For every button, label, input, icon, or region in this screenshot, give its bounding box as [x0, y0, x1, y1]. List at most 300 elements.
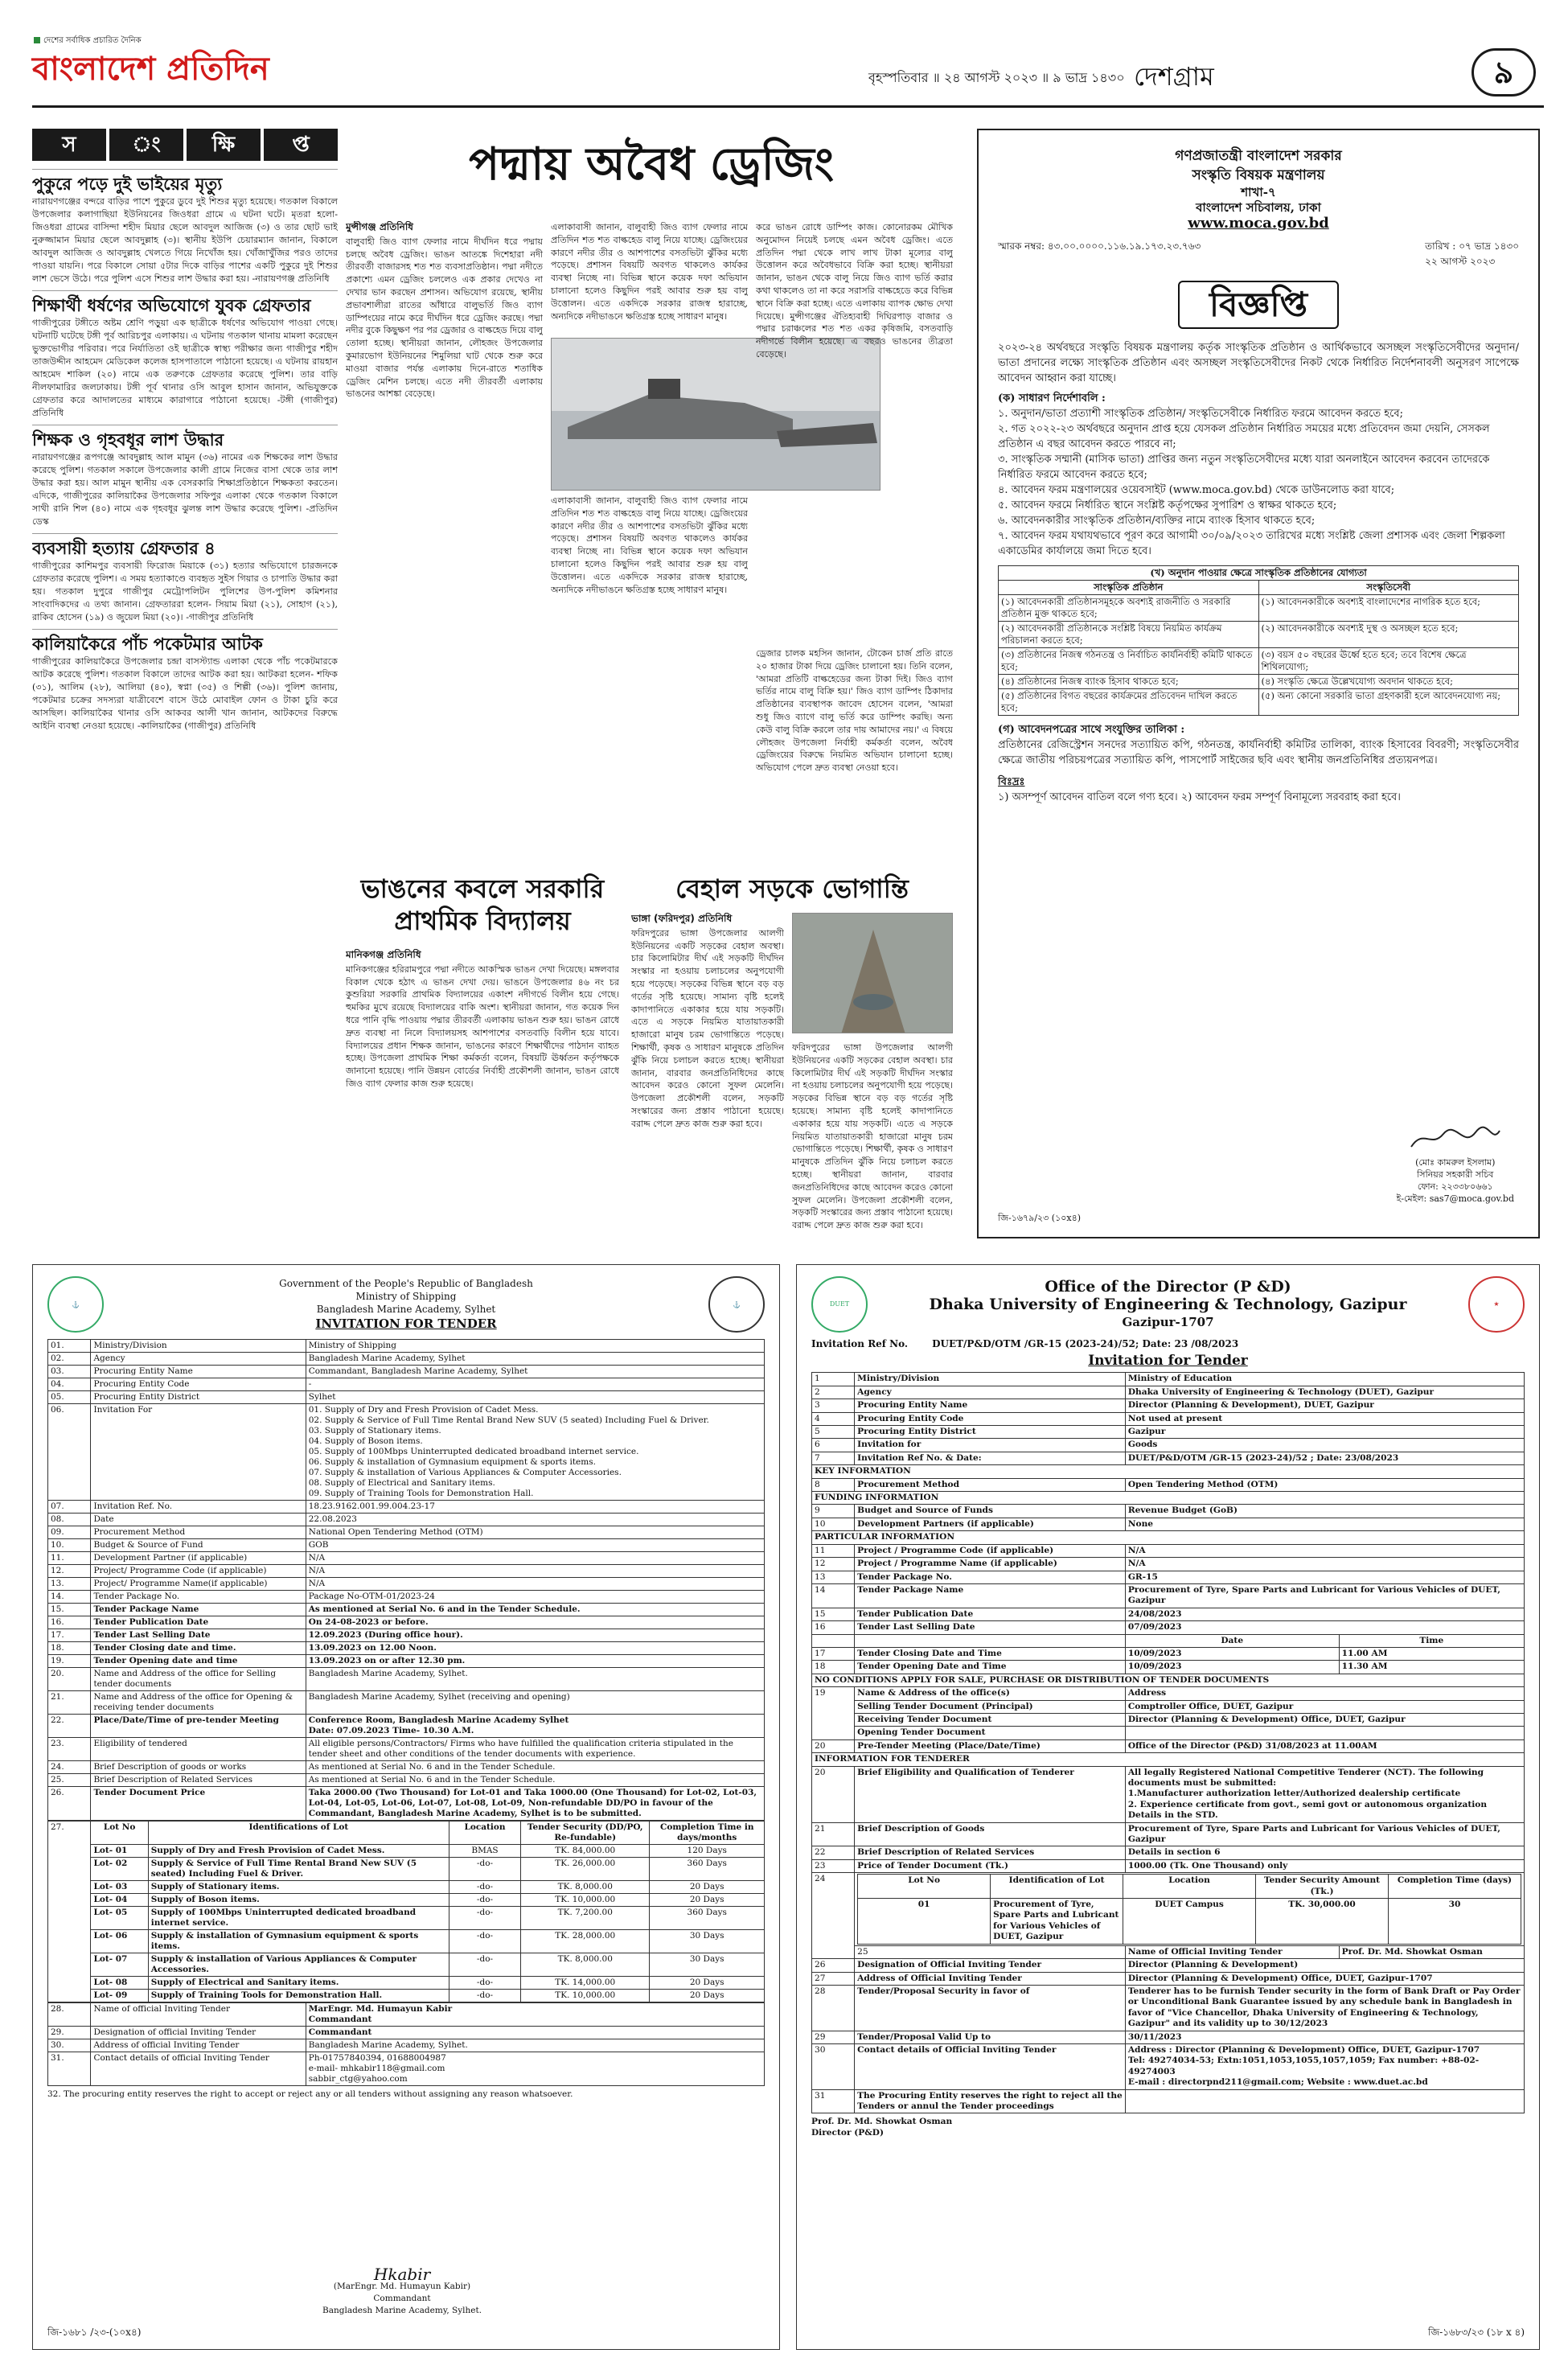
lead-col-2-bottom	[551, 495, 748, 856]
lot-row	[48, 1894, 765, 1907]
table-cell: 27	[812, 1972, 855, 1985]
table-cell: Ministry of Education	[1125, 1373, 1524, 1386]
lot-row	[48, 1881, 765, 1894]
table-cell: Brief Description of Related Services	[91, 1774, 306, 1787]
section-heading: FUNDING INFORMATION	[812, 1492, 1525, 1505]
tender2-h1: Office of the Director (P &D)	[1045, 1278, 1291, 1296]
table-cell: Invitation for	[855, 1439, 1126, 1452]
table-cell: 10	[812, 1518, 855, 1530]
gov-website-link[interactable]: www.moca.gov.bd	[1188, 215, 1329, 232]
table-cell: Supply of Electrical and Sanitary items.	[148, 1977, 449, 1990]
story3-body-2: ফরিদপুরের ভাঙ্গা উপজেলার আলগী ইউনিয়নের একটি সড়কের বেহাল অবস্থা। চার কিলোমিটার দীর্ঘ এই সড়কটি দীর্ঘদিন সংস্কার না হওয়ায় চলাচলের অনুপযোগী হয়ে পড়েছে। সড়কের বিভিন্ন স্থানে বড় বড় গর্তের সৃষ্টি হয়েছে। সামান্য বৃষ্টি হলেই কাদাপানিতে একাকার হয়ে যায় সড়কটি। এতে এ সড়কে নিয়মিত যাতায়াতকারী হাজারো মানুষ চরম ভোগান্তিতে পড়েছে। শিক্ষার্থী, কৃষক ও সাধারণ মানুষকে প্রতিদিন ঝুঁকি নিয়ে চলাচল করতে হচ্ছে। স্থানীয়রা জানান, বারবার জনপ্রতিনিধিদের কাছে আবেদন করেও কোনো সুফল মেলেনি। উপজেলা প্রকৌশলী বলেন, সড়কটি সংস্কারের জন্য প্রস্তাব পাঠানো হয়েছে। বরাদ্দ পেলে দ্রুত কাজ শুরু করা হবে।	[792, 1042, 953, 1231]
table-cell: Package No-OTM-01/2023-24	[306, 1591, 764, 1604]
brief-item	[32, 425, 338, 528]
table-row	[48, 1715, 765, 1738]
table-row	[48, 1691, 765, 1715]
table-cell: GR-15	[1125, 1571, 1524, 1583]
brief-label-char: স	[32, 129, 106, 161]
table-cell: Name of Official Inviting Tender	[1125, 1945, 1339, 1958]
table-cell: Lot- 08	[91, 1977, 148, 1990]
table-cell: Sylhet	[306, 1391, 764, 1404]
table-row	[48, 1774, 765, 1787]
story2-body: মানিকগঞ্জ প্রতিনিধি মানিকগঞ্জের হরিরামপুরে পদ্মা নদীতে আকস্মিক ভাঙন দেখা দিয়েছে। মঙ্গলবার বিকাল থেকে হঠাৎ এ ভাঙন দেখা দেয়। ভাঙনে উপজেলার ৪৬ নং চর কুশুরিয়া সরকারি প্রাথমিক বিদ্যালয়ের একাংশ নদীগর্ভে বিলীন হয়ে গেছে। হুমকির মুখে রয়েছে বিদ্যালয়ের বাকি অংশ। স্থানীয়রা জানান, গত কয়েক দিন ধরে পানি বৃদ্ধি পাওয়ায় পদ্মার তীরবর্তী এলাকায় ভাঙন শুরু হয়। ভাঙন রোধে দ্রুত ব্যবস্থা না নিলে বিদ্যালয়সহ আশপাশের বসতবাড়ি বিলীন হয়ে যাবে। বিদ্যালয়ের প্রধান শিক্ষক জানান, ভাঙনের কারণে শিক্ষার্থীদের পাঠদান ব্যাহত হচ্ছে। উপজেলা প্রাথমিক শিক্ষা কর্মকর্তা বলেন, বিষয়টি ঊর্ধ্বতন কর্তৃপক্ষকে জানানো হয়েছে। পানি উন্নয়ন বোর্ডের নির্বাহী প্রকৌশলী জানান, ভাঙন রোধে জিও ব্যাগ ফেলার কাজ শুরু হয়েছে।	[346, 949, 619, 1089]
table-cell: 19	[812, 1687, 855, 1740]
table-cell: Supply of Dry and Fresh Provision of Cadet Mess.	[148, 1845, 449, 1858]
lot-header-row	[48, 1822, 765, 1845]
gov-ad-code: জি-১৬৭৯/২৩ (১০x৪)	[998, 1213, 1082, 1223]
lead-body-2: এলাকাবাসী জানান, বালুবাহী জিও ব্যাগ ফেলার নামে প্রতিদিন শত শত বাল্কহেড বালু নিয়ে যাচ্ছে। ড্রেজিংয়ের কারণে নদীর তীর ও আশপাশের বসতভিটা ঝুঁকির মধ্যে পড়েছে। প্রশাসন বিষয়টি অবগত থাকলেও কার্যকর ব্যবস্থা নিচ্ছে না। বিভিন্ন স্থানে কয়েক দফা অভিযান চালানো হলেও কিছুদিন পরই আবার শুরু হয় বালু উত্তোলন। এতে একদিকে সরকার রাজস্ব হারাচ্ছে, অন্যদিকে নদীভাঙনে ক্ষতিগ্রস্ত হচ্ছে সাধারণ মানুষ।	[551, 222, 748, 322]
table-row	[48, 1738, 765, 1761]
table-cell: 20 Days	[650, 1894, 765, 1907]
table-row	[48, 1391, 765, 1404]
table-cell: 20 Days	[650, 1990, 765, 2002]
tender1-clause-32: 32. The procuring entity reserves the right to accept or reject any or all tenders without assigning any reason whatsoever.	[47, 2089, 573, 2099]
section-row	[812, 1531, 1525, 1544]
table-cell: Goods	[1125, 1439, 1524, 1452]
notice-sec-k: (ক) সাধারণ নির্দেশাবলি :	[998, 392, 1106, 405]
gov-date: তারিখ : ০৭ ভাদ্র ১৪৩০ ২২ আগস্ট ২০২৩	[1425, 240, 1519, 267]
table-cell: -do-	[449, 1881, 520, 1894]
section-heading: KEY INFORMATION	[812, 1465, 1525, 1478]
table-row	[48, 1578, 765, 1591]
lead-col-1	[346, 221, 543, 856]
notice-point: ৫. আবেদন ফরমে নির্ধারিত স্থানে সংশ্লিষ্ট কর্তৃপক্ষের সুপারিশ ও স্বাক্ষর থাকতে হবে;	[998, 499, 1337, 511]
table-cell: TK. 8,000.00	[521, 1953, 650, 1977]
table-cell: Agency	[855, 1386, 1126, 1399]
table-cell: 08.	[48, 1514, 91, 1526]
table-cell: Supply of Stationary items.	[148, 1881, 449, 1894]
table-cell: Supply & installation of Various Appliances & Computer Accessories.	[148, 1953, 449, 1977]
notice-point: ১. অনুদান/ভাতা প্রত্যাশী সাংস্কৃতিক প্রতিষ্ঠান/ সংস্কৃতিসেবীকে নির্ধারিত ফরমে আবেদন করতে হবে;	[998, 408, 1403, 420]
table-cell: Tender Package Name	[855, 1583, 1126, 1608]
table-cell: TK. 7,200.00	[521, 1907, 650, 1930]
table-cell: Ministry/Division	[855, 1373, 1126, 1386]
table-cell: 01.	[48, 1340, 91, 1353]
table-cell: 02.	[48, 1353, 91, 1366]
table-cell: -do-	[449, 1894, 520, 1907]
table-cell: TK. 28,000.00	[521, 1930, 650, 1953]
eligibility-table-title: (খ) অনুদান পাওয়ার ক্ষেত্রে সাংস্কৃতিক প্রতিষ্ঠানের যোগ্যতা	[999, 566, 1519, 581]
gov-ref-row	[998, 239, 1519, 269]
table-row	[48, 1501, 765, 1514]
table-cell: 7	[812, 1452, 855, 1464]
table-cell: Designation of official Inviting Tender	[91, 2027, 306, 2039]
table-cell: 11.	[48, 1552, 91, 1565]
table-row	[812, 1739, 1525, 1752]
table-cell: 29	[812, 2031, 855, 2043]
lot-row	[48, 1953, 765, 1977]
brief-item	[32, 169, 338, 285]
newspaper-logo[interactable]: দেশের সর্বাধিক প্রচারিত দৈনিক বাংলাদেশ প্রতিদিন	[32, 36, 269, 88]
table-cell: 22.	[48, 1715, 91, 1738]
table-cell: Name & Address of the office(s)	[855, 1687, 1126, 1700]
table-row	[812, 1822, 1525, 1846]
gov-line-3: শাখা-৭	[1241, 185, 1276, 199]
table-row	[48, 1668, 765, 1691]
table-cell: N/A	[1125, 1558, 1524, 1571]
table-cell: Procurement of Tyre, Spare Parts and Lubricant for Various Vehicles of DUET, Gazipur	[991, 1899, 1123, 1945]
section-row	[812, 1492, 1525, 1505]
lot-col-header: Tender Security (DD/PO, Re-fundable)	[521, 1822, 650, 1845]
lot-col-header: Location	[449, 1822, 520, 1845]
table-row	[48, 1539, 765, 1552]
brief-body: গাজীপুরের কাশিমপুর ব্যবসায়ী ফিরোজ মিয়াকে (৩১) হত্যার অভিযোগে চারজনকে গ্রেফতার করেছে পুলিশ। এ সময় হত্যাকাণ্ডে ব্যবহৃত সুইস গিয়ার ও চাপাতি উদ্ধার করা হয়। গতকাল দুপুরে গাজীপুর মেট্রোপলিটন পুলিশের উপ-পুলিশ কমিশনার সাংবাদিকদের এ তথ্য জানান। গ্রেফতাররা হলেন- সিয়াম মিয়া (২১), সোহাগ (২১), রাকিব হোসেন (১৯) ও জুয়েল মিয়া (২০)। -গাজীপুর প্রতিনিধি	[32, 561, 338, 622]
table-cell: 01. Supply of Dry and Fresh Provision of Cadet Mess. 02. Supply & Service of Full Time Rental Brand New SUV (5 seated) Including Fuel & Driver. 03. Supply of Stationary items. 04. Supply of Boson items. 05. Supply of 100Mbps Uninterrupted dedicated broadband internet service. 06. Supply & installation of Gymnasium equipment & sports items. 07. Supply & installation of Various Appliances & Computer Accessories. 08. Supply of Electrical and Sanitary items. 09. Supply of Training Tools for Demonstration Hall.	[306, 1404, 764, 1501]
lot-row	[48, 1990, 765, 2002]
table-cell: 30 Days	[650, 1953, 765, 1977]
lot-row	[48, 1907, 765, 1930]
table-cell: Details in section 6	[1125, 1846, 1524, 1859]
table-cell: 30	[812, 2043, 855, 2089]
table-cell: 3	[812, 1399, 855, 1412]
tender2-sign-name: Prof. Dr. Md. Showkat Osman	[811, 2117, 953, 2127]
lead-col-2-top	[551, 221, 748, 334]
tender1-h1: Government of the People's Republic of Bangladesh	[279, 1278, 533, 1289]
table-row	[812, 1661, 1525, 1674]
table-cell: TK. 14,000.00	[521, 1977, 650, 1990]
gov-ref-no: স্মারক নম্বর: ৪৩.০০.০০০০.১১৬.১৯.১৭৩.২৩.৭৬৩	[998, 240, 1201, 252]
table-cell: 10/09/2023	[1125, 1647, 1339, 1660]
table-row	[48, 2052, 765, 2086]
table-row	[812, 1452, 1525, 1464]
notice-attachments: প্রতিষ্ঠানের রেজিস্ট্রেশন সনদের সত্যায়িত কপি, গঠনতন্ত্র, কার্যনির্বাহী কমিটির তালিকা, ব্যাংক হিসাবের বিবরণী; সংস্কৃতিসেবীর ক্ষেত্রে জাতীয় পরিচয়পত্রের সত্যায়িত কপি, পাসপোর্ট সাইজের ছবি এবং স্থানীয় জনপ্রতিনিধির প্রত্যয়নপত্র।	[998, 739, 1519, 766]
tender2-sign-title: Director (P&D)	[811, 2127, 884, 2138]
table-cell: Not used at present	[1125, 1412, 1524, 1425]
brief-item	[32, 629, 338, 733]
tender1-table	[47, 1339, 765, 1821]
table-row	[812, 1399, 1525, 1412]
gov-sign-title: সিনিয়র সহকারী সচিব	[1417, 1169, 1494, 1180]
table-cell: Lot- 09	[91, 1990, 148, 2002]
road-photo	[792, 913, 953, 1033]
table-row	[812, 1945, 1525, 1958]
table-cell: None	[1125, 1518, 1524, 1530]
table-cell: Conference Room, Bangladesh Marine Academy Sylhet Date: 07.09.2023 Time- 10.30 A.M.	[306, 1715, 764, 1738]
table-cell: 09.	[48, 1526, 91, 1539]
table-row: (৩) প্রতিষ্ঠানের নিজস্ব গঠনতন্ত্র ও নির্বাচিত কার্যনির্বাহী কমিটি থাকতে হবে; (৩) বয়স ৫০ বছরের ঊর্ধ্বে হতে হবে; তবে বিশেষ ক্ষেত্রে শিথিলযোগ্য;	[999, 648, 1519, 675]
tender2-table	[811, 1372, 1525, 2113]
table-cell: Director (Planning & Development)	[1125, 1959, 1524, 1972]
table-cell: BMAS	[449, 1845, 520, 1858]
story2-headline[interactable]: ভাঙনের কবলে সরকারি প্রাথমিক বিদ্যালয়	[360, 873, 605, 936]
table-cell: TK. 84,000.00	[521, 1845, 650, 1858]
tender1-table-2	[47, 2002, 765, 2086]
table-cell: Development Partners (if applicable)	[855, 1518, 1126, 1530]
table-cell: 120 Days	[650, 1845, 765, 1858]
table-cell: Lot- 07	[91, 1953, 148, 1977]
table-cell: -	[306, 1378, 764, 1391]
table-row	[48, 2003, 765, 2027]
table-cell: 11.30 AM	[1339, 1661, 1524, 1674]
table-row	[812, 2089, 1525, 2113]
table-cell: Lot- 03	[91, 1881, 148, 1894]
tender1-signature	[322, 2265, 482, 2317]
table-cell: Price of Tender Document (Tk.)	[855, 1859, 1126, 1872]
table-row	[812, 1713, 1525, 1726]
table-cell: Lot- 02	[91, 1858, 148, 1881]
table-cell: 31	[812, 2089, 855, 2113]
table-cell: Bangladesh Marine Academy, Sylhet	[306, 1353, 764, 1366]
brief-headline[interactable]: শিক্ষার্থী ধর্ষণের অভিযোগে যুবক গ্রেফতার	[32, 290, 338, 317]
notice-note-head: বিঃদ্রঃ	[998, 776, 1025, 788]
table-cell: 25.	[48, 1774, 91, 1787]
table-cell: Revenue Budget (GoB)	[1125, 1505, 1524, 1518]
table-cell: Brief Eligibility and Qualification of Tenderer	[855, 1766, 1126, 1822]
table-cell: 13.	[48, 1578, 91, 1591]
table-cell: 23	[812, 1859, 855, 1872]
table-cell: All eligible persons/Contractors/ Firms who have fulfilled the qualification criteria stipulated in the tender sheet and other conditions of the tender documents with experience.	[306, 1738, 764, 1761]
table-cell: 30.	[48, 2039, 91, 2052]
table-row	[812, 1687, 1525, 1700]
gov-line-2: সংস্কৃতি বিষয়ক মন্ত্রণালয়	[1192, 167, 1325, 183]
table-row	[812, 1373, 1525, 1386]
table-cell: Procurement of Tyre, Spare Parts and Lubricant for Various Vehicles of DUET, Gazipur	[1125, 1583, 1524, 1608]
table-cell: 4	[812, 1412, 855, 1425]
table-row	[48, 1787, 765, 1821]
notice-point: ৪. আবেদন ফরম মন্ত্রণালয়ের ওয়েবসাইট (www.moca.gov.bd) থেকে ডাউনলোড করা যাবে;	[998, 484, 1395, 496]
table-row: (৫) প্রতিষ্ঠানের বিগত বছরের কার্যক্রমের প্রতিবেদন দাখিল করতে হবে; (৫) অন্য কোনো সরকারি ভাতা গ্রহণকারী হলে আবেদনযোগ্য নয়;	[999, 689, 1519, 716]
notice-point: ২. গত ২০২২-২৩ অর্থবছরে অনুদান প্রাপ্ত হয়ে যেসকল প্রতিষ্ঠান নির্ধারিত সময়ের মধ্যে প্রতিবেদন জমা দেয়নি, সেসকল প্রতিষ্ঠান এ বছর আবেদন করতে পারবে না;	[998, 423, 1490, 450]
table-row	[812, 1873, 1525, 1945]
table-cell: 30 Days	[650, 1930, 765, 1953]
gov-sign-email[interactable]: ই-মেইল: sas7@moca.gov.bd	[1396, 1193, 1514, 1204]
table-cell: All legally Registered National Competitive Tenderer (NCT). The following documents must be submitted: 1.Manufacturer authorization letter/Authorized dealership certificate 2. Experience certificate from govt., semi govt or autonomous organization Details in the STD.	[1125, 1766, 1524, 1822]
table-cell: 9	[812, 1505, 855, 1518]
table-cell	[1125, 2089, 1524, 2113]
table-cell: Tender Package Name	[91, 1604, 306, 1616]
tender2-title: Invitation for Tender	[1088, 1353, 1248, 1370]
lead-body-3: করে ভাঙন রোধে ডাম্পিং কাজ। কোনোরকম মৌখিক অনুমোদন নিয়েই চলছে এমন অবৈধ ড্রেজিং। এতে প্রতিদিন পদ্মা থেকে লাখ লাখ টাকা মূল্যের বালু উত্তোলন করে অবৈধভাবে বিক্রি করা হচ্ছে। স্থানীয়রা জানান, ভাঙন থেকে বালু নিয়ে জিও ব্যাগ ভর্তি করার কথা থাকলেও তা না করে সরাসরি বাল্কহেডে করে বিভিন্ন স্থানে বিক্রি করা হচ্ছে। এতে এলাকায় ব্যাপক ক্ষোভ দেখা দিয়েছে। মুন্সীগঞ্জের ঐতিহ্যবাহী দিঘিরপাড় বাজার ও পদ্মার চরাঞ্চলের শত শত একর কৃষিজমি, বসতবাড়ি নদীগর্ভে বিলীন হয়েছে। এ বছরও ভাঙনের তীব্রতা বেড়েছে।	[756, 222, 953, 359]
table-cell: 13.09.2023 on 12.00 Noon.	[306, 1642, 764, 1655]
story2-byline: মানিকগঞ্জ প্রতিনিধি	[346, 949, 421, 960]
tender1-header	[47, 1276, 765, 1333]
table-cell: 20	[812, 1766, 855, 1822]
gov-sign-phone: ফোন: ২২৩৩৮০৬৬১	[1417, 1181, 1493, 1192]
table-cell: Procuring Entity District	[855, 1426, 1126, 1439]
table-cell: Supply of Training Tools for Demonstration Hall.	[148, 1990, 449, 2002]
table-row	[48, 1526, 765, 1539]
lot-col-header: Tender Security Amount (Tk.)	[1256, 1875, 1389, 1899]
table-cell: 06.	[48, 1404, 91, 1501]
table-row	[812, 1558, 1525, 1571]
table-cell: Place/Date/Time of pre-tender Meeting	[91, 1715, 306, 1738]
table-cell: 26.	[48, 1787, 91, 1821]
section-heading: PARTICULAR INFORMATION	[812, 1531, 1525, 1544]
table-cell: 14.	[48, 1591, 91, 1604]
table-row	[812, 1846, 1525, 1859]
table-cell: 16.	[48, 1616, 91, 1629]
lead-headline[interactable]: পদ্মায় অবৈধ ড্রেজিং	[469, 138, 834, 191]
table-row	[812, 1959, 1525, 1972]
col-header: Date	[1125, 1634, 1339, 1647]
table-cell: TK. 10,000.00	[521, 1894, 650, 1907]
lead-body-4: ড্রেজার চালক মহসিন জানান, টোকেন চার্জ প্রতি রাতে ২০ হাজার টাকা দিয়ে ড্রেজিং চালানো হয়। তিনি বলেন, 'আমরা প্রতিটি বাল্কহেডের জন্য টাকা দিই। জিও ব্যাগ ভর্তির নামে বালু বিক্রি হয়।' জিও ব্যাগ ডাম্পিং ঠিকাদার প্রতিষ্ঠানের ব্যবস্থাপক জাবেদ হোসেন বলেন, 'আমরা শুধু জিও ব্যাগে বালু ভর্তি করে ডাম্পিং করছি। অন্য কেউ বালু বিক্রি করলে তার দায় আমাদের নয়।' এ বিষয়ে লৌহজং উপজেলা নির্বাহী কর্মকর্তা বলেন, অবৈধ ড্রেজিংয়ের বিরুদ্ধে নিয়মিত অভিযান চালানো হচ্ছে। অভিযোগ পেলে দ্রুত ব্যবস্থা নেওয়া হবে।	[756, 648, 953, 774]
table-row	[48, 1514, 765, 1526]
table-cell: 18.	[48, 1642, 91, 1655]
brief-body: গাজীপুরের কালিয়াকৈরে উপজেলার চন্দ্রা বাসস্ট্যান্ড এলাকা থেকে পাঁচ পকেটমারকে আটক করেছে পুলিশ। গতকাল বিকালে তাদের আটক করা হয়। আটকরা হলেন- শফিক (৩১), আলিম (২৮), আলিয়া (৪০), স্বপ্না (৩৫) ও শিল্পী (৩৬)। পুলিশ জানায়, পকেটমার চক্রের সদস্যরা যাত্রীবেশে বাসে উঠে মোবাইল ফোন ও টাকা চুরি করে আসছিল। কালিয়াকৈর থানার ওসি আকবর আলী খান জানান, আটকদের বিরুদ্ধে আইনি ব্যবস্থা নেওয়া হয়েছে। -কালিয়াকৈর (গাজীপুর) প্রতিনিধি	[32, 656, 338, 731]
table-cell: 15	[812, 1608, 855, 1620]
table-cell: Date	[91, 1514, 306, 1526]
table-cell: Director (Planning & Development), DUET, Gazipur	[1125, 1399, 1524, 1412]
table-row	[48, 1642, 765, 1655]
page-number: ৯	[1472, 48, 1536, 97]
table-cell: Procurement Method	[855, 1478, 1126, 1491]
brief-headline[interactable]: পুকুরে পড়ে দুই ভাইয়ের মৃত্যু	[32, 169, 338, 195]
table-row	[812, 1571, 1525, 1583]
table-cell: As mentioned at Serial No. 6 and in the Tender Schedule.	[306, 1761, 764, 1774]
table-cell: 23.	[48, 1738, 91, 1761]
table-cell: Supply of Boson items.	[148, 1894, 449, 1907]
table-cell: 28	[812, 1985, 855, 2031]
notice-notes: ১) অসম্পূর্ণ আবেদন বাতিল বলে গণ্য হবে। ২) আবেদন ফরম সম্পূর্ণ বিনামূল্যে সরবরাহ করা হবে।	[998, 791, 1401, 803]
table-cell: Procuring Entity Name	[855, 1399, 1126, 1412]
table-cell: Tender Closing date and time.	[91, 1642, 306, 1655]
section-heading: INFORMATION FOR TENDERER	[812, 1753, 1525, 1766]
table-cell: MarEngr. Md. Humayun Kabir Commandant	[306, 2003, 764, 2027]
table-cell: 20 Days	[650, 1977, 765, 1990]
brief-headline[interactable]: ব্যবসায়ী হত্যায় গ্রেফতার ৪	[32, 533, 338, 560]
table-cell: 22	[812, 1846, 855, 1859]
brief-label-char: ং	[109, 129, 183, 161]
table-cell: As mentioned at Serial No. 6 and in the Tender Schedule.	[306, 1604, 764, 1616]
table-cell: Tender Package No.	[855, 1571, 1126, 1583]
table-row	[48, 1366, 765, 1378]
table-cell: Prof. Dr. Md. Showkat Osman	[1339, 1945, 1524, 1958]
table-row	[812, 1439, 1525, 1452]
table-row: (১) আবেদনকারী প্রতিষ্ঠানসমূহকে অবশ্যই রাজনীতি ও সরকারি প্রতিষ্ঠান মুক্ত থাকতে হবে; (১) আবেদনকারীকে অবশ্যই বাংলাদেশের নাগরিক হতে হবে;	[999, 595, 1519, 622]
story3-headline[interactable]: বেহাল সড়কে ভোগান্তি	[675, 873, 909, 904]
table-cell: 13.09.2023 on or after 12.30 pm.	[306, 1655, 764, 1668]
table-cell: 18	[812, 1661, 855, 1674]
table-cell: 17	[812, 1647, 855, 1660]
section-name: দেশগ্রাম	[1134, 61, 1214, 92]
table-cell: 8	[812, 1478, 855, 1491]
table-cell: Invitation Ref. No.	[91, 1501, 306, 1514]
col-header: সাংস্কৃতিক প্রতিষ্ঠান	[999, 581, 1259, 595]
table-cell: Comptroller Office, DUET, Gazipur	[1125, 1700, 1524, 1713]
table-cell: 24.	[48, 1761, 91, 1774]
culture-ministry-notice	[977, 129, 1540, 1238]
table-cell: Name and Address of the office for Opening & receiving tender documents	[91, 1691, 306, 1715]
table-cell: 12.09.2023 (During office hour).	[306, 1629, 764, 1642]
table-cell: -do-	[449, 1907, 520, 1930]
table-cell: Gazipur	[1125, 1426, 1524, 1439]
table-cell: 19.	[48, 1655, 91, 1668]
table-cell: 11.00 AM	[1339, 1647, 1524, 1660]
table-cell: 16	[812, 1621, 855, 1634]
col-header: Time	[1339, 1634, 1524, 1647]
table-cell: TK. 26,000.00	[521, 1858, 650, 1881]
table-cell: Brief Description of goods or works	[91, 1761, 306, 1774]
masthead	[32, 35, 1544, 108]
table-cell: -do-	[449, 1977, 520, 1990]
table-cell: 28.	[48, 2003, 91, 2027]
brief-headline[interactable]: কালিয়াকৈরে পাঁচ পকেটমার আটক	[32, 629, 338, 655]
table-cell: Tender Closing Date and Time	[855, 1647, 1126, 1660]
table-cell: 20 Days	[650, 1881, 765, 1894]
table-cell: On 24-08-2023 or before.	[306, 1616, 764, 1629]
table-cell: 04.	[48, 1378, 91, 1391]
notice-points	[998, 406, 1519, 559]
table-cell: Selling Tender Document (Principal)	[855, 1700, 1126, 1713]
table-cell: Procuring Entity Code	[855, 1412, 1126, 1425]
table-cell: Tender/Proposal Security in favor of	[855, 1985, 1126, 2031]
gov-line-4: বাংলাদেশ সচিবালয়, ঢাকা	[1196, 200, 1321, 215]
table-cell: Name of official Inviting Tender	[91, 2003, 306, 2027]
table-cell: Tender Publication Date	[91, 1616, 306, 1629]
table-cell: Tender Opening Date and Time	[855, 1661, 1126, 1674]
notice-sec-g: (গ) আবেদনপত্রের সাথে সংযুক্তির তালিকা :	[998, 724, 1185, 736]
table-row	[48, 1655, 765, 1668]
brief-news-column	[32, 129, 338, 1255]
table-row	[48, 1565, 765, 1578]
notice-point: ৩. সাংস্কৃতিক সম্মানী (মাসিক ভাতা) প্রাপ্তির জন্য নতুন সংস্কৃতিসেবীদের মধ্যে যারা অনলাইনে আবেদন করবেন তাদেরকে নির্ধারিত ফরমে আবেদন করতে হবে;	[998, 454, 1490, 481]
table-cell: Contact details of Official Inviting Tender	[855, 2043, 1126, 2089]
tender1-h2: Ministry of Shipping	[355, 1291, 457, 1302]
brief-headline[interactable]: শিক্ষক ও গৃহবধূর লাশ উদ্ধার	[32, 425, 338, 451]
table-cell: 1	[812, 1373, 855, 1386]
marine-academy-logo-icon: ⚓	[708, 1276, 765, 1333]
table-cell: 22.08.2023	[306, 1514, 764, 1526]
table-cell: Director (Planning & Development) Office, DUET, Gazipur-1707	[1125, 1972, 1524, 1985]
tender2-signature	[811, 2117, 1525, 2138]
table-row	[812, 1647, 1525, 1660]
table-cell: Director (Planning & Development) Office, DUET, Gazipur	[1125, 1713, 1524, 1726]
table-cell: Brief Description of Goods	[855, 1822, 1126, 1846]
table-cell: 20.	[48, 1668, 91, 1691]
table-cell: GOB	[306, 1539, 764, 1552]
table-row	[812, 2043, 1525, 2089]
table-row	[812, 1478, 1525, 1491]
tender1-ad-code: জি-১৬৮১ /২৩-(১০x৪)	[47, 2327, 142, 2338]
table-cell: Supply & installation of Gymnasium equipment & sports items.	[148, 1930, 449, 1953]
table-cell: Name and Address of the office for Selling tender documents	[91, 1668, 306, 1691]
table-cell: Project / Programme Code (if applicable)	[855, 1544, 1126, 1557]
table-cell: 18.23.9162.001.99.004.23-17	[306, 1501, 764, 1514]
table-row	[812, 1426, 1525, 1439]
brief-body: নারায়ণগঞ্জের বন্দরে বাড়ির পাশে পুকুরে ডুবে দুই শিশুর মৃত্যু হয়েছে। গতকাল বিকালে উপজেলার কলাগাছিয়া ইউনিয়নের জিওধরা গ্রামে এ ঘটনা ঘটে। মৃতরা হলো- জিওধরা গ্রামের বাসিন্দা শহীদ মিয়ার ছেলে আবদুল আজিজ (৩) ও তার ছোট ভাই নুরুজ্জামান মিয়ার ছেলে আবদুল্লাহ (৩)। স্থানীয় ইউপি চেয়ারম্যান জানান, বিকালে আবদুল আজিজ ও আবদুল্লাহ খেলতে গিয়ে নিখোঁজ হয়। খোঁজাখুঁজির পরও তাদের পাওয়া যায়নি। পরে বিকালে সোয়া ৫টার দিকে বাড়ির পাশের একটি পুকুরে দুই শিশুর লাশ ভেসে উঠে। পরে পুলিশ এসে শিশুর লাশ উদ্ধার করা হয়। -নারায়ণগঞ্জ প্রতিনিধি	[32, 196, 338, 284]
lot-col-header: Identification of Lot	[991, 1875, 1123, 1899]
tender1-sign-title: Commandant	[373, 2294, 431, 2303]
table-cell: Procuring Entity District	[91, 1391, 306, 1404]
table-cell: Commandant, Bangladesh Marine Academy, Sylhet	[306, 1366, 764, 1378]
brief-label-char: প্ত	[264, 129, 338, 161]
table-cell: 21.	[48, 1691, 91, 1715]
table-cell: National Open Tendering Method (OTM)	[306, 1526, 764, 1539]
table-cell: Contact details of official Inviting Tender	[91, 2052, 306, 2086]
lot-row	[858, 1899, 1521, 1945]
tender2-h2: Dhaka University of Engineering & Technology, Gazipur	[929, 1296, 1407, 1313]
eligibility-table	[998, 565, 1519, 716]
table-cell: -do-	[449, 1858, 520, 1881]
brief-label-char: ক্ষি	[187, 129, 261, 161]
table-cell: 12.	[48, 1565, 91, 1578]
lot-row	[48, 1977, 765, 1990]
table-cell: Dhaka University of Engineering & Technology (DUET), Gazipur	[1125, 1386, 1524, 1399]
tender2-lot-table	[857, 1874, 1521, 1944]
lead-body-2b: এলাকাবাসী জানান, বালুবাহী জিও ব্যাগ ফেলার নামে প্রতিদিন শত শত বাল্কহেড বালু নিয়ে যাচ্ছে। ড্রেজিংয়ের কারণে নদীর তীর ও আশপাশের বসতভিটা ঝুঁকির মধ্যে পড়েছে। প্রশাসন বিষয়টি অবগত থাকলেও কার্যকর ব্যবস্থা নিচ্ছে না। বিভিন্ন স্থানে কয়েক দফা অভিযান চালানো হলেও কিছুদিন পরই আবার শুরু হয় বালু উত্তোলন। এতে একদিকে সরকার রাজস্ব হারাচ্ছে, অন্যদিকে নদীভাঙনে ক্ষতিগ্রস্ত হচ্ছে সাধারণ মানুষ।	[551, 495, 748, 595]
table-cell: Tender/Proposal Valid Up to	[855, 2031, 1126, 2043]
table-cell: Ministry/Division	[91, 1340, 306, 1353]
tender2-ref-label: Invitation Ref No.	[811, 1338, 909, 1349]
table-cell: Address of Official Inviting Tender	[855, 1972, 1126, 1985]
table-cell: 30/11/2023	[1125, 2031, 1524, 2043]
table-cell: TK. 8,000.00	[521, 1881, 650, 1894]
table-cell: Development Partner (if applicable)	[91, 1552, 306, 1565]
table-cell: Project/ Programme Code (if applicable)	[91, 1565, 306, 1578]
table-row	[812, 1985, 1525, 2031]
table-cell: Lot- 06	[91, 1930, 148, 1953]
